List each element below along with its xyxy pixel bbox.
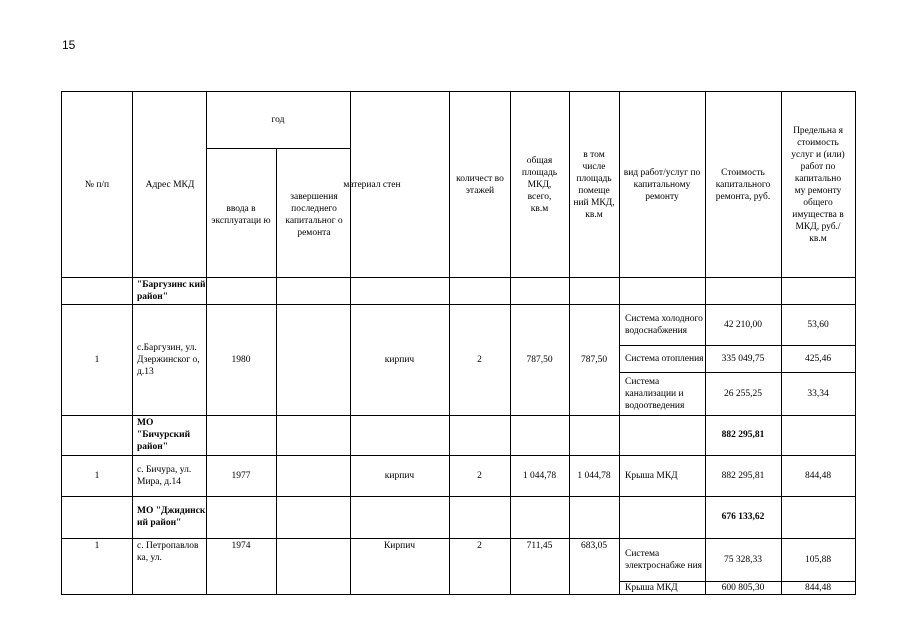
- district-name: МО "Джидинск ий район": [137, 506, 206, 528]
- work-max-cost: 53,60: [807, 319, 829, 330]
- row-num: 1: [94, 470, 100, 481]
- work-max-cost: 425,46: [804, 353, 832, 364]
- row-floors: 2: [477, 541, 482, 551]
- header-premises-area: в том числе площадь помеще ний МКД, кв.м: [573, 149, 615, 220]
- row-floors: 2: [477, 354, 482, 365]
- row-num: 1: [94, 541, 100, 551]
- rule: [132, 92, 133, 594]
- row-num: 1: [94, 354, 100, 365]
- header-year-commission: ввода в эксплуатаци ю: [211, 203, 271, 226]
- page-number: 15: [62, 38, 76, 52]
- work-max-cost: 33,34: [807, 388, 829, 399]
- row-address: с.Баргузин, ул. Дзержинског о, д.13: [137, 342, 200, 377]
- work-max-cost: 844,48: [804, 582, 832, 593]
- row-premises-area: 683,05: [580, 541, 608, 551]
- header-total-area: общая площадь МКД, всего, кв.м: [521, 155, 558, 214]
- row-address: с. Бичура, ул. Мира, д.14: [137, 464, 192, 487]
- row-material: Кирпич: [383, 541, 416, 551]
- row-address: с. Петропавлов ка, ул.: [137, 541, 199, 563]
- work-type: Система холодного водоснабжения: [625, 313, 703, 336]
- row-total-area: 787,50: [526, 354, 553, 365]
- header-year: год: [271, 115, 285, 125]
- work-cost: 75 328,33: [724, 554, 762, 565]
- work-type: Система канализации и водоотведения: [625, 376, 685, 411]
- work-type: Система отопления: [625, 353, 704, 364]
- work-max-cost: 105,88: [804, 554, 832, 565]
- work-type: Крыша МКД: [625, 582, 678, 593]
- district-name: МО "Бичурский район": [137, 418, 191, 452]
- district-total: 882 295,81: [721, 430, 765, 440]
- work-cost: 26 255,25: [724, 388, 762, 399]
- work-cost: 882 295,81: [721, 470, 765, 481]
- row-premises-area: 787,50: [580, 354, 608, 365]
- header-floors: количест во этажей: [456, 173, 504, 196]
- work-cost: 335 049,75: [721, 353, 765, 364]
- row-total-area: 711,45: [526, 541, 553, 551]
- header-year-repair: завершения последнего капитальног о ремонта: [285, 191, 343, 238]
- row-material: кирпич: [384, 354, 415, 365]
- capital-repair-table: [61, 91, 856, 595]
- district-total: 676 133,62: [721, 512, 765, 522]
- work-cost: 42 210,00: [724, 319, 762, 330]
- header-num: № п/п: [84, 179, 110, 190]
- row-year-commission: 1980: [231, 354, 251, 365]
- header-work-type: вид работ/услуг по капитальному ремонту: [623, 167, 701, 202]
- row-premises-area: 1 044,78: [577, 470, 611, 481]
- rule: [276, 148, 277, 594]
- header-wall-material: материал стен: [343, 179, 401, 190]
- row-year-commission: 1974: [231, 541, 251, 551]
- work-cost: 600 805,30: [721, 582, 765, 593]
- district-name: "Баргузинс кий район": [137, 279, 206, 302]
- row-year-commission: 1977: [231, 470, 251, 481]
- row-material: кирпич: [384, 470, 415, 481]
- row-total-area: 1 044,78: [522, 470, 557, 481]
- work-max-cost: 844,48: [804, 470, 832, 481]
- header-repair-cost: Стоимость капитального ремонта, руб.: [715, 167, 771, 202]
- header-max-cost: Предельна я стоимость услуг и (или) работ по капитально му ремонту общего имущества в МКД, руб./кв.м: [791, 125, 845, 244]
- header-address: Адрес МКД: [145, 179, 195, 190]
- row-floors: 2: [477, 470, 482, 481]
- work-type: Крыша МКД: [625, 470, 678, 481]
- work-type: Система электроснабже ния: [625, 548, 703, 571]
